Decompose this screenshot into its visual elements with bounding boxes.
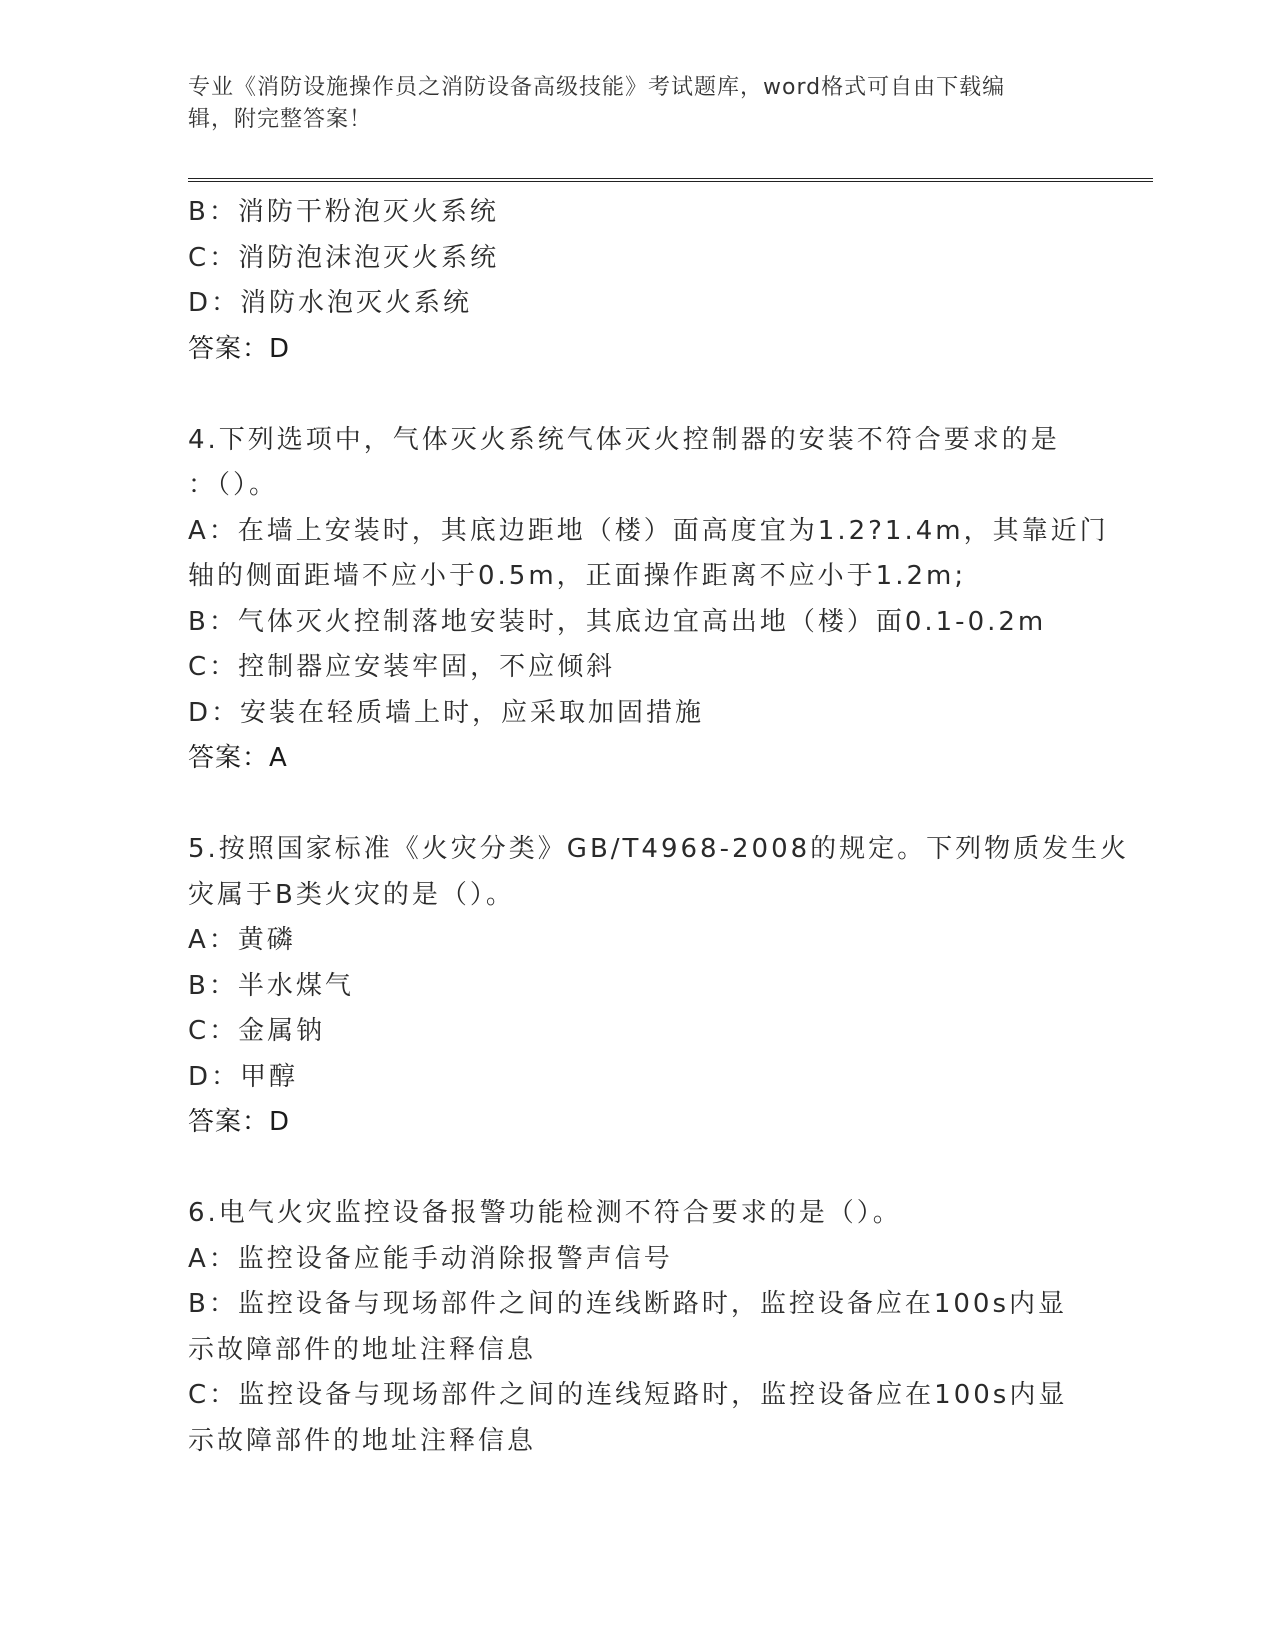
q4-option-c: C：控制器应安装牢固，不应倾斜 [188, 652, 616, 682]
question-content [188, 190, 1130, 1464]
q4-answer: 答案：A [188, 743, 288, 773]
q5-option-b: B：半水煤气 [188, 970, 354, 1001]
spacer [188, 782, 1088, 828]
q4-stem-line-1: 4.下列选项中，气体灭火系统气体灭火控制器的安装不符合要求的是 [188, 424, 1060, 455]
q5-option-a: A：黄磷 [188, 925, 296, 955]
q5-option-d: D：甲醇 [188, 1061, 299, 1092]
q6-option-c-line-2: 示故障部件的地址注释信息 [188, 1425, 537, 1456]
q5-stem-line-2: 灾属于B类火灾的是（）。 [188, 879, 515, 910]
question-4-block [188, 418, 1109, 782]
q5-option-c: C：金属钠 [188, 1016, 326, 1046]
question-3-block [188, 190, 1088, 372]
header-line-1: 专业《消防设施操作员之消防设备高级技能》考试题库，word格式可自由下载编 [188, 75, 1006, 100]
q6-stem: 6.电气火灾监控设备报警功能检测不符合要求的是（）。 [188, 1198, 902, 1228]
q6-option-b-line-1: B：监控设备与现场部件之间的连线断路时，监控设备应在100s内显 [188, 1289, 1068, 1319]
q6-option-c-line-1: C：监控设备与现场部件之间的连线短路时，监控设备应在100s内显 [188, 1380, 1068, 1410]
q3-option-d: D：消防水泡灭火系统 [188, 288, 473, 318]
spacer [188, 372, 1088, 418]
q6-option-b-line-2: 示故障部件的地址注释信息 [188, 1334, 537, 1365]
q4-option-a-line-1: A：在墙上安装时，其底边距地（楼）面高度宜为1.2?1.4m，其靠近门 [188, 515, 1109, 546]
header-divider [188, 178, 1153, 182]
header-line-2: 辑，附完整答案！ [188, 107, 373, 132]
question-5-block [188, 827, 1130, 1146]
spacer [188, 1146, 1088, 1192]
q4-option-b: B：气体灭火控制落地安装时，其底边宜高出地（楼）面0.1-0.2m [188, 606, 1047, 637]
q4-option-a-line-2: 轴的侧面距墙不应小于0.5m，正面操作距离不应小于1.2m; [188, 561, 967, 591]
q4-option-d: D：安装在轻质墙上时，应采取加固措施 [188, 697, 705, 728]
q5-answer: 答案：D [188, 1107, 291, 1137]
q3-option-b: B：消防干粉泡灭火系统 [188, 197, 499, 227]
question-6-block [188, 1191, 1088, 1464]
q3-option-c: C：消防泡沫泡灭火系统 [188, 242, 500, 273]
q5-stem-line-1: 5.按照国家标准《火灾分类》GB/T4968-2008的规定。下列物质发生火 [188, 834, 1130, 864]
q3-answer: 答案：D [188, 333, 291, 364]
q4-stem-line-2: ：（）。 [188, 470, 279, 500]
q6-option-a: A：监控设备应能手动消除报警声信号 [188, 1243, 673, 1274]
page-header [188, 72, 1088, 136]
